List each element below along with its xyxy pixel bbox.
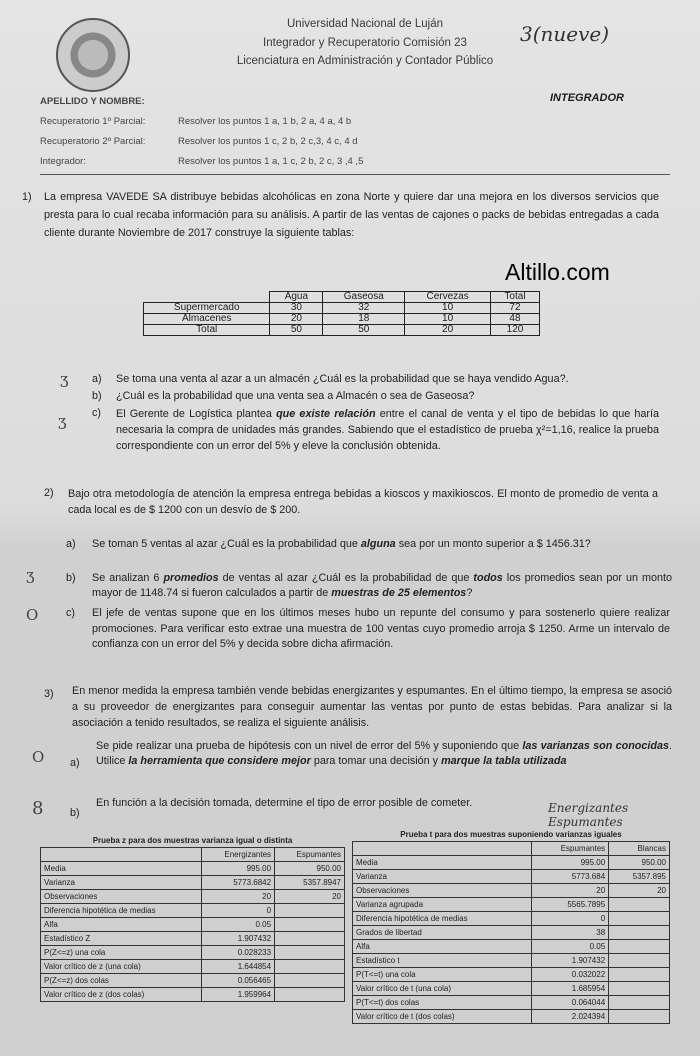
question-3b: En función a la decisión tomada, determine el tipo de error posible de cometer. <box>96 797 473 809</box>
table-row: Supermercado 30 32 10 72 <box>144 303 540 314</box>
university-name: Universidad Nacional de Luján <box>287 18 443 30</box>
table-row: Diferencia hipotética de medias 0 <box>41 904 345 918</box>
sales-table <box>143 291 540 336</box>
table-row: Diferencia hipotética de medias 0 <box>353 912 670 926</box>
question-number: 3) <box>44 688 54 700</box>
table-row: Media 995.00 950.00 <box>41 862 345 876</box>
instruction-label: Integrador: <box>40 156 86 167</box>
question-1b: ¿Cuál es la probabilidad que una venta sea a Almacén o sea de Gaseosa? <box>116 390 475 402</box>
table-row: Almacenes 20 18 10 48 <box>144 314 540 325</box>
exam-type: INTEGRADOR <box>550 92 624 104</box>
handwritten-note: Energizantes Espumantes <box>548 801 629 829</box>
table-row: Valor crítico de t (dos colas) 2.024394 <box>353 1010 670 1024</box>
z-test-table: Prueba z para dos muestras varianza igual o distinta Energizantes Espumantes Media 995.00 950.00 Varianza 5773.6842 5357.8947 Observaciones 20 20 Diferencia hipotética de medias 0 Alfa 0.05 Estadístico Z 1.907432 P(Z<=z) una cola 0.028233 Valor crítico de z (una cola) 1.644854 P(Z<=z) dos colas 0.056465 Valor crítico de z (dos colas) 1.959964 <box>40 834 345 1002</box>
table-row: Energizantes Espumantes <box>41 848 345 862</box>
question-1-text: La empresa VAVEDE SA distribuye bebidas alcohólicas en zona Norte y quiere dar una mejora en los diversos servicios que presta para lo cual recaba información para su análisis. A partir de las ventas de cajones o packs de bebidas entregadas a cada cliente durante Noviembre de 2017 construye la siguiente tablas: <box>44 191 659 239</box>
university-seal <box>56 18 130 92</box>
instruction-label: Recuperatorio 1º Parcial: <box>40 116 146 127</box>
table-row: Valor crítico de z (una cola) 1.644854 <box>41 960 345 974</box>
table-row: Alfa 0.05 <box>41 918 345 932</box>
question-3a: Se pide realizar una prueba de hipótesis con un nivel de error del 5% y suponiendo que las varianzas son conocidas. Utilice la herramienta que considere mejor para tomar una decisión y marque la tabla utilizada <box>96 740 672 767</box>
handwritten-mark: ʒ <box>58 412 67 430</box>
table-row: Estadístico t 1.907432 <box>353 954 670 968</box>
question-2b: Se analizan 6 promedios de ventas al azar ¿Cuál es la probabilidad de que todos los promedios sean por un monto mayor de 1148.74 si fueron calculados a partir de muestras de 25 elementos? <box>92 572 673 599</box>
instruction-text: Resolver los puntos 1 c, 2 b, 2 c,3, 4 c, 4 d <box>178 136 358 147</box>
table-row: Observaciones 20 20 <box>41 890 345 904</box>
instruction-text: Resolver los puntos 1 a, 1 c, 2 b, 2 c, 3 ,4 ,5 <box>178 156 364 167</box>
table-row: Valor crítico de t (una cola) 1.685954 <box>353 982 670 996</box>
table-row: Varianza 5773.6842 5357.8947 <box>41 876 345 890</box>
table-row: Varianza 5773.684 5357.895 <box>353 870 670 884</box>
table-row: Estadístico Z 1.907432 <box>41 932 345 946</box>
table-row: Media 995.00 950.00 <box>353 856 670 870</box>
table-row: Espumantes Blancas <box>353 842 670 856</box>
question-number: 1) <box>22 191 32 203</box>
table-row: Varianza agrupada 5565.7895 <box>353 898 670 912</box>
question-2-text: Bajo otra metodología de atención la empresa entrega bebidas a kioscos y maxikioscos. El monto de promedio de venta a cada local es de $ 1200 con un desvío de $ 200. <box>68 488 658 516</box>
table-row: Grados de libertad 38 <box>353 926 670 940</box>
table-row: P(Z<=z) una cola 0.028233 <box>41 946 345 960</box>
t-test-table: Prueba t para dos muestras suponiendo varianzas iguales Espumantes Blancas Media 995.00 950.00 Varianza 5773.684 5357.895 Observaciones 20 20 Varianza agrupada 5565.7895 Diferencia hipotética de medias 0 Grados de libertad 38 Alfa 0.05 Estadístico t 1.907432 P(T<=t) una cola 0.032022 Valor crítico de t (una cola) 1.685954 P(T<=t) dos colas 0.064044 Valor crítico de t (dos colas) 2.024394 <box>352 828 670 1024</box>
question-3-text: En menor medida la empresa también vende bebidas energizantes y espumantes. En el último tiempo, la empresa se asoció a su proveedor de energizantes para conseguir aumentar las ventas por punto de estas bebidas. Para analizar si la asociación a tenido resultados, se realiza el siguiente análisis. <box>72 685 672 729</box>
table-row: Total 50 50 20 120 <box>144 325 540 336</box>
table-row: Observaciones 20 20 <box>353 884 670 898</box>
instruction-label: Recuperatorio 2º Parcial: <box>40 136 146 147</box>
question-1c: El Gerente de Logística plantea que existe relación entre el canal de venta y el tipo de bebidas lo que haría necesaria la compra de unidades más grandes. Sabiendo que el estadístico de prueba χ²=1,16, realice la prueba correspondiente con un error del 5% y eleve la conclusión obtenida. <box>116 408 660 452</box>
name-label: APELLIDO Y NOMBRE: <box>40 96 145 107</box>
handwritten-mark: ʒ <box>60 370 69 388</box>
table-row: Agua Gaseosa Cervezas Total <box>144 292 540 303</box>
watermark: Altillo.com <box>505 259 610 285</box>
question-1a: Se toma una venta al azar a un almacén ¿Cuál es la probabilidad que se haya vendido Agua?. <box>116 373 569 385</box>
table-row: Alfa 0.05 <box>353 940 670 954</box>
table-row: Valor crítico de z (dos colas) 1.959964 <box>41 988 345 1002</box>
divider <box>40 174 670 175</box>
exam-page: Universidad Nacional de Luján Integrador y Recuperatorio Comisión 23 Licenciatura en Administración y Contador Público 3(nueve) Altillo.com APELLIDO Y NOMBRE: INTEGRADOR Recuperatorio 1º Parcial: Resolver los puntos 1 a, 1 b, 2 a, 4 a, 4 b Recuperatorio 2º Parcial: Resolver los puntos 1 c, 2 b, 2 c,3, 4 c, 4 d Integrador: Resolver los puntos 1 a, 1 c, 2 b, 2 c, 3 ,4 ,5 1) La empresa VAVEDE SA distribuye bebidas alcohólicas en zona Norte y quiere dar una mejora en los diversos servicios que presta para lo cual recaba información para su análisis. A partir de las ventas de cajones o packs de bebidas entregadas a cada cliente durante Noviembre de 2017 construye la siguiente tablas: Agua Gaseosa Cervezas Total Supermercado 30 32 10 72 Almacenes 20 18 10 48 Total 50 50 20 120 ʒ a) Se toma una venta al azar a un almacén ¿Cuál es la probabilidad que se haya vendido Agua?. b) ¿Cuál es la probabilidad que una venta sea a Almacén o sea de Gaseosa? ʒ c) El Gerente de Logística plantea que existe relación entre el canal de venta y el tipo de bebidas lo que haría necesaria la compra de unidades más grandes. Sabiendo que el estadístico de prueba χ²=1,16, realice la prueba correspondiente con un error del 5% y eleve la conclusión obtenida. 2) Bajo otra metodología de atención la empresa entrega bebidas a kioscos y maxikioscos. El monto de promedio de venta a cada local es de $ 1200 con un desvío de $ 200. a) Se toman 5 ventas al azar ¿Cuál es la probabilidad que alguna sea por un monto superior a $ 1456.31? ʒ b) Se analizan 6 promedios de ventas al azar ¿Cuál es la probabilidad de que todos los promedios sean por un monto mayor de 1148.74 si fueron calculados a partir de muestras de 25 elementos? O c) El jefe de ventas supone que en los últimos meses hubo un repunte del consumo y para sostenerlo quiere realizar promociones. Para verificar esto extrae una muestra de 100 ventas cuyo promedio arroja $ 1250. Arme un intervalo de confianza con un error del 5% y decida sobre dicha afirmación. 3) En menor medida la empresa también vende bebidas energizantes y espumantes. En el último tiempo, la empresa se asoció a su proveedor de energizantes para conseguir aumentar las ventas por punto de estas bebidas. Para analizar si la asociación a tenido resultados, se realiza el siguiente análisis. O a) Se pide realizar una prueba de hipótesis con un nivel de error del 5% y suponiendo que las varianzas son conocidas. Utilice la herramienta que considere mejor para tomar una decisión y marque la tabla utilizada 8 b) En función a la decisión tomada, determine el tipo de error posible de cometer. Energizantes Espumantes Prueba z para dos muestras varianza igual o distinta Energizantes Espumantes Media 995.00 950.00 Varianza 5773.6842 5357.8947 Observaciones 20 20 Diferencia hipotética de medias 0 Alfa 0.05 Estadístico Z 1.907432 P(Z<=z) una cola 0.028233 Valor crítico de z (una cola) 1.644854 P(Z<=z) dos colas 0.056465 Valor crítico de z (dos colas) 1.959964 Prueba t para dos muestras suponiendo varianzas iguales Espumantes Blancas Media 995.00 950.00 Varianza 5773.684 5357.895 Observaciones 20 20 Varianza agrupada 5565.7895 Diferencia hipotética de medias 0 Grados de libertad 38 Alfa 0.05 Estadístico t 1.907432 P(T<=t) una cola 0.032022 Valor crítico de t (una cola) 1.685954 P(T<=t) dos colas 0.064044 Valor crítico de t (dos colas) 2.024394 <box>0 0 700 1056</box>
question-2c: El jefe de ventas supone que en los últimos meses hubo un repunte del consumo y para sostenerlo quiere realizar promociones. Para verificar esto extrae una muestra de 100 ventas cuyo promedio arroja $ 1250. Arme un intervalo de confianza con un error del 5% y decida sobre dicha afirmación. <box>92 607 670 650</box>
table-row: P(Z<=z) dos colas 0.056465 <box>41 974 345 988</box>
question-2a: Se toman 5 ventas al azar ¿Cuál es la probabilidad que alguna sea por un monto superior a $ 1456.31? <box>92 538 591 550</box>
handwritten-mark: ʒ <box>26 566 35 584</box>
handwritten-mark: 8 <box>32 798 44 819</box>
table-row: P(T<=t) dos colas 0.064044 <box>353 996 670 1010</box>
program-name: Licenciatura en Administración y Contador Público <box>236 55 494 67</box>
exam-title: Integrador y Recuperatorio Comisión 23 <box>263 37 467 49</box>
handwritten-mark: O <box>32 748 45 766</box>
handwritten-mark: O <box>26 606 39 624</box>
question-number: 2) <box>44 487 54 499</box>
table-row: P(T<=t) una cola 0.032022 <box>353 968 670 982</box>
handwritten-grade: 3(nueve) <box>520 22 610 46</box>
instruction-text: Resolver los puntos 1 a, 1 b, 2 a, 4 a, 4 b <box>178 116 352 127</box>
